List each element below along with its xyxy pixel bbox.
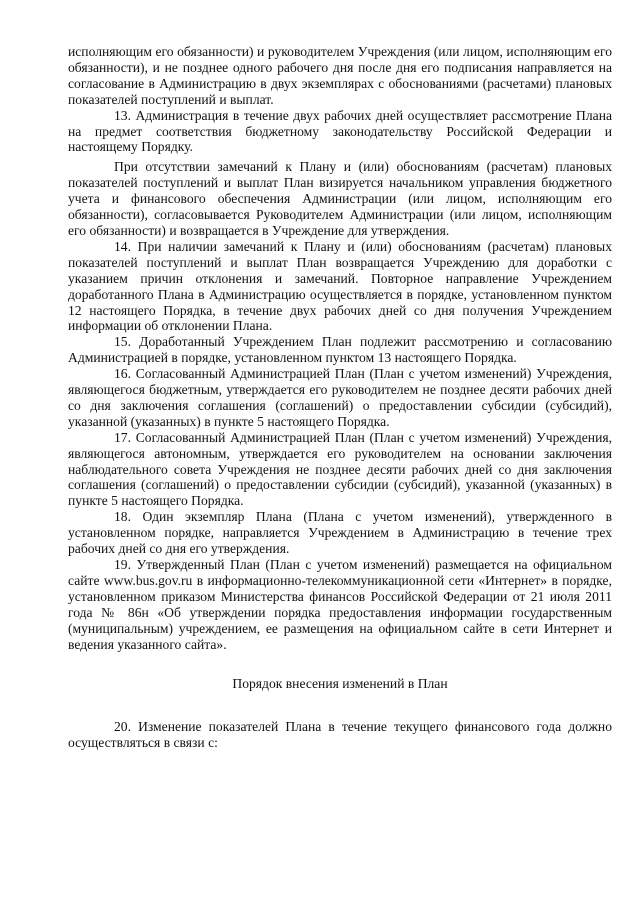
paragraph-14: 14. При наличии замечаний к Плану и (или) обоснованиям (расчетам) плановых показателей поступлений и выплат План возвращается Учреждению для доработки с указанием причин отклонения и замечаний. Повторное направление Учреждением доработанного Плана в Администрацию осуществляется в порядке, установленном пунктом 12 настоящего Порядка, в течение двух рабочих дней со дня получения Учреждением информации об отклонении Плана. — [68, 238, 612, 334]
paragraph-13: 13. Администрация в течение двух рабочих дней осуществляет рассмотрение Плана на предмет соответствия бюджетному законодательству Российской Федерации и настоящему Порядку. — [68, 107, 612, 155]
paragraph-13-approval: При отсутствии замечаний к Плану и (или) обоснованиям (расчетам) плановых показателей поступлений и выплат План визируется начальником управления бюджетного учета и финансового обеспечения Администрации (или лицом, исполняющим его обязанности), согласовывается Руководителем Администрации (или лицом, исполняющим его обязанности) и возвращается в Учреждение для утверждения. — [68, 159, 612, 238]
paragraph-continuation: исполняющим его обязанности) и руководителем Учреждения (или лицом, исполняющим его обязанности), и не позднее одного рабочего дня после дня его подписания направляется на согласование в Администрацию в двух экземплярах с обоснованиями (расчетами) плановых показателей поступлений и выплат. — [68, 44, 612, 107]
paragraph-18: 18. Один экземпляр Плана (Плана с учетом изменений), утвержденного в установленном порядке, направляется Учреждением в Администрацию в течение трех рабочих дней со дня его утверждения. — [68, 509, 612, 557]
paragraph-15: 15. Доработанный Учреждением План подлежит рассмотрению и согласованию Администрацией в порядке, установленном пунктом 13 настоящего Порядка. — [68, 334, 612, 366]
paragraph-19: 19. Утвержденный План (План с учетом изменений) размещается на официальном сайте www.bus.gov.ru в информационно-телекоммуникационной сети «Интернет» в порядке, установленном приказом Министерства финансов Российской Федерации от 21 июля 2011 года № 86н «Об утверждении порядка предоставления информации государственным (муниципальным) учреждением, ее размещения на официальном сайте в сети Интернет и ведения указанного сайта». — [68, 557, 612, 652]
paragraph-16: 16. Согласованный Администрацией План (План с учетом изменений) Учреждения, являющегося бюджетным, утверждается его руководителем не позднее десяти рабочих дней со дня заключения соглашения (соглашений) о предоставлении субсидии (субсидий), указанной (указанных) в пункте 5 настоящего Порядка. — [68, 366, 612, 429]
paragraph-20: 20. Изменение показателей Плана в течение текущего финансового года должно осуществляться в связи с: — [68, 719, 612, 751]
section-heading: Порядок внесения изменений в План — [232, 676, 448, 692]
document-page — [68, 44, 612, 751]
paragraph-17: 17. Согласованный Администрацией План (План с учетом изменений) Учреждения, являющегося автономным, утверждается его руководителем на основании заключения наблюдательного совета Учреждения не позднее десяти рабочих дней со дня заключения соглашения (соглашений) о предоставлении субсидии (субсидий), указанной (указанных) в пункте 5 настоящего Порядка. — [68, 429, 612, 509]
